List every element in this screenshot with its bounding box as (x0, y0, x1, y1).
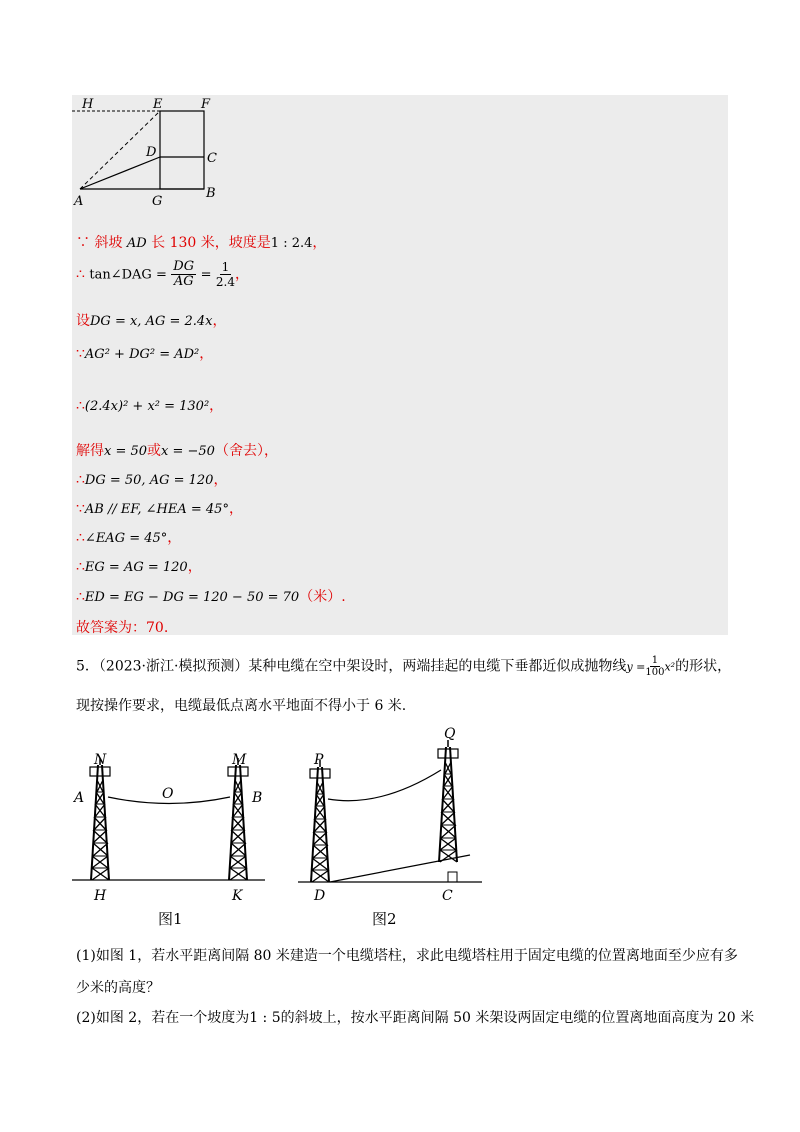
fig1-label-H: H (94, 888, 107, 904)
solution-line-3: 设DG = x, AG = 2.4x， (76, 313, 227, 329)
fig2-label-C: C (442, 888, 453, 904)
question-2-line-1: (2)如图 2，若在一个坡度为1 : 5的斜坡上，按水平距离间隔 50 米架设两固定电缆的位置离地面高度为 20 米 (76, 1010, 755, 1026)
label-C: C (207, 151, 217, 166)
solution-line-1: ∵ 斜坡 AD 长 130 米，坡度是1 : 2.4， (76, 235, 327, 251)
label-A: A (74, 194, 84, 209)
question-1-line-2: 少米的高度？ (76, 980, 160, 996)
question-1-line-1: (1)如图 1，若水平距离间隔 80 米建造一个电缆塔柱，求此电缆塔柱用于固定电缆的位置离地面至少应有多 (76, 948, 738, 964)
solution-line-11: ∴ED = EG − DG = 120 − 50 = 70（米）. (76, 589, 346, 605)
fig1-caption: 图1 (158, 910, 183, 928)
label-D: D (146, 145, 157, 160)
fig1-label-N: N (94, 752, 107, 768)
solution-line-2: ∴ tan∠DAG = $\frac{DG}{AG}$ = $\frac{1}{2.4}$ ， (76, 259, 250, 289)
fig1-label-O: O (162, 786, 174, 802)
label-F: F (201, 97, 211, 112)
problem-5-line-1: 5．（2023·浙江·模拟预测）某种电缆在空中架设时，两端挂起的电缆下垂都近似成抛物线y = $\frac{1}{100}$ x²的形状， (76, 655, 732, 678)
label-H: H (82, 97, 94, 112)
solution-line-8: ∵AB // EF, ∠HEA = 45°， (76, 501, 243, 517)
solution-line-4: ∵AG² + DG² = AD²， (76, 346, 214, 362)
geometry-diagram (60, 92, 230, 210)
solution-line-7: ∴DG = 50, AG = 120， (76, 472, 228, 488)
fig1-label-M: M (232, 752, 247, 768)
fig1-label-B: B (252, 790, 263, 806)
problem-5-line-2: 现按操作要求，电缆最低点离水平地面不得小于 6 米. (76, 698, 407, 714)
fig2-caption: 图2 (372, 910, 397, 928)
tower-figures (60, 720, 500, 935)
fig2-label-P: P (314, 752, 324, 768)
solution-line-6: 解得x = 50或x = −50（舍去）， (76, 443, 278, 459)
solution-line-10: ∴EG = AG = 120， (76, 559, 202, 575)
label-G: G (152, 194, 163, 209)
solution-line-5: ∴(2.4x)² + x² = 130²， (76, 398, 224, 414)
label-B: B (206, 186, 216, 201)
fig2-label-D: D (314, 888, 326, 904)
fig2-label-Q: Q (444, 726, 456, 742)
label-E: E (153, 97, 163, 112)
solution-line-9: ∴∠EAG = 45°， (76, 530, 182, 546)
fig1-label-K: K (232, 888, 243, 904)
solution-answer: 故答案为：70. (76, 620, 169, 636)
fig1-label-A: A (74, 790, 85, 806)
